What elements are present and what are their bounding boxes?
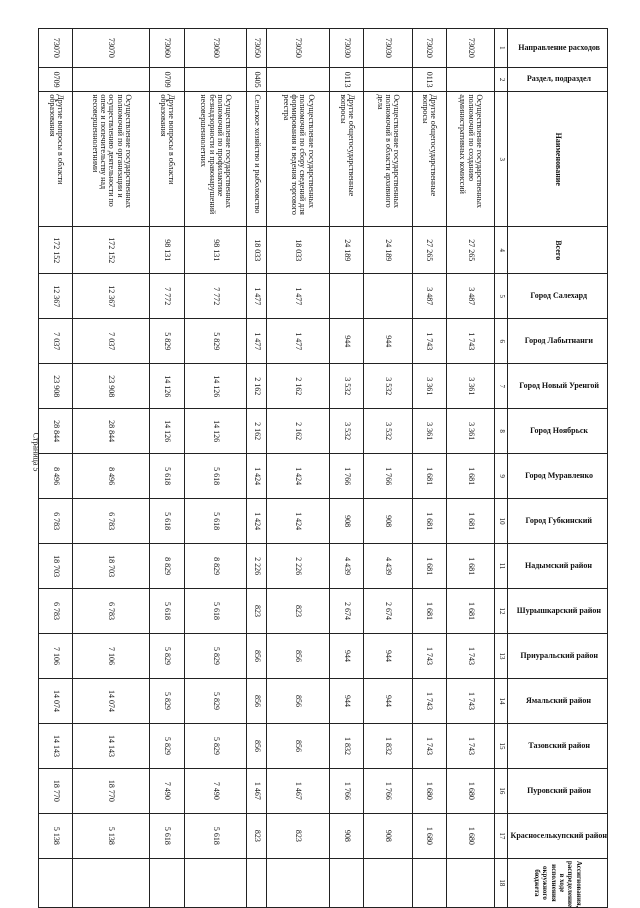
amount-cell: 5 618 xyxy=(184,813,247,858)
amount-cell xyxy=(446,858,495,907)
amount-cell: 27 265 xyxy=(412,227,446,274)
column-number: 12 xyxy=(495,589,508,634)
amount-cell: 27 265 xyxy=(446,227,495,274)
amount-cell: 14 143 xyxy=(73,723,150,768)
expense-code-cell: 73020 xyxy=(446,29,495,68)
amount-cell: 7 106 xyxy=(73,634,150,679)
amount-cell: 3 532 xyxy=(364,364,413,409)
amount-cell: 12 367 xyxy=(73,274,150,319)
amount-cell: 1 681 xyxy=(446,544,495,589)
amount-cell: 6 783 xyxy=(73,589,150,634)
amount-cell: 14 143 xyxy=(39,723,73,768)
section-code-cell xyxy=(267,67,330,92)
amount-cell xyxy=(364,274,413,319)
amount-cell: 5 618 xyxy=(150,499,184,544)
amount-cell xyxy=(330,274,364,319)
amount-cell: 856 xyxy=(247,634,267,679)
amount-cell: 944 xyxy=(330,634,364,679)
amount-cell: 1 743 xyxy=(446,678,495,723)
amount-cell: 1 467 xyxy=(247,768,267,813)
amount-cell: 1 424 xyxy=(267,499,330,544)
amount-cell: 5 829 xyxy=(150,319,184,364)
amount-cell: 1 743 xyxy=(412,319,446,364)
amount-cell: 944 xyxy=(330,319,364,364)
amount-cell: 856 xyxy=(267,723,330,768)
amount-cell: 4 439 xyxy=(330,544,364,589)
table-row xyxy=(184,29,247,908)
column-number-row xyxy=(495,29,508,908)
table-row xyxy=(330,29,364,908)
section-code-cell: 0113 xyxy=(330,67,364,92)
amount-cell: 1 743 xyxy=(446,319,495,364)
amount-cell: 28 844 xyxy=(39,409,73,454)
amount-cell: 1 743 xyxy=(446,723,495,768)
header-cell: Город Салехард xyxy=(508,274,608,319)
amount-cell: 823 xyxy=(247,813,267,858)
header-cell: Ассигнования, распределение в ходе исполнения окружного бюджета xyxy=(508,858,608,907)
amount-cell: 24 189 xyxy=(330,227,364,274)
header-cell: Направление расходов xyxy=(508,29,608,68)
amount-cell: 1 681 xyxy=(412,589,446,634)
amount-cell: 2 162 xyxy=(247,409,267,454)
amount-cell: 6 783 xyxy=(73,499,150,544)
amount-cell: 7 490 xyxy=(184,768,247,813)
header-cell: Надымский район xyxy=(508,544,608,589)
table-row xyxy=(412,29,446,908)
name-cell: Другие общегосударственные вопросы xyxy=(412,92,446,227)
amount-cell: 2 674 xyxy=(330,589,364,634)
amount-cell: 1 832 xyxy=(330,723,364,768)
amount-cell: 1 681 xyxy=(412,544,446,589)
amount-cell: 23 908 xyxy=(73,364,150,409)
column-number: 2 xyxy=(495,67,508,92)
header-cell: Ямальский район xyxy=(508,678,608,723)
name-cell: Другие вопросы в области образования xyxy=(150,92,184,227)
header-cell: Город Губкинский xyxy=(508,499,608,544)
column-number: 16 xyxy=(495,768,508,813)
amount-cell: 18 033 xyxy=(247,227,267,274)
amount-cell: 24 189 xyxy=(364,227,413,274)
amount-cell: 14 126 xyxy=(150,364,184,409)
amount-cell: 1 680 xyxy=(446,813,495,858)
column-number: 6 xyxy=(495,319,508,364)
amount-cell: 14 074 xyxy=(73,678,150,723)
amount-cell: 23 908 xyxy=(39,364,73,409)
column-number: 8 xyxy=(495,409,508,454)
amount-cell: 7 490 xyxy=(150,768,184,813)
table-row xyxy=(247,29,267,908)
amount-cell: 3 532 xyxy=(364,409,413,454)
header-cell: Красноселькупский район xyxy=(508,813,608,858)
column-number: 1 xyxy=(495,29,508,68)
amount-cell: 908 xyxy=(330,499,364,544)
amount-cell: 1 832 xyxy=(364,723,413,768)
amount-cell: 98 131 xyxy=(184,227,247,274)
amount-cell: 5 618 xyxy=(184,589,247,634)
amount-cell xyxy=(184,858,247,907)
amount-cell: 3 361 xyxy=(446,409,495,454)
amount-cell: 3 487 xyxy=(446,274,495,319)
column-number: 9 xyxy=(495,454,508,499)
amount-cell: 5 618 xyxy=(150,589,184,634)
expense-code-cell: 73020 xyxy=(412,29,446,68)
amount-cell: 1 467 xyxy=(267,768,330,813)
amount-cell: 3 532 xyxy=(330,409,364,454)
table-row xyxy=(446,29,495,908)
amount-cell: 7 772 xyxy=(184,274,247,319)
amount-cell: 823 xyxy=(267,813,330,858)
amount-cell: 1 743 xyxy=(446,634,495,679)
column-number: 13 xyxy=(495,634,508,679)
amount-cell: 908 xyxy=(364,813,413,858)
amount-cell: 908 xyxy=(330,813,364,858)
amount-cell: 5 618 xyxy=(184,499,247,544)
amount-cell: 12 367 xyxy=(39,274,73,319)
table-row xyxy=(267,29,330,908)
column-number: 15 xyxy=(495,723,508,768)
header-cell: Пуровский район xyxy=(508,768,608,813)
amount-cell: 3 532 xyxy=(330,364,364,409)
amount-cell xyxy=(412,858,446,907)
amount-cell: 5 618 xyxy=(150,813,184,858)
header-cell: Тазовский район xyxy=(508,723,608,768)
amount-cell: 1 424 xyxy=(247,454,267,499)
amount-cell: 5 829 xyxy=(150,634,184,679)
column-number: 11 xyxy=(495,544,508,589)
amount-cell: 4 439 xyxy=(364,544,413,589)
amount-cell: 8 496 xyxy=(73,454,150,499)
amount-cell: 944 xyxy=(330,678,364,723)
amount-cell: 18 770 xyxy=(39,768,73,813)
column-number: 14 xyxy=(495,678,508,723)
amount-cell: 172 152 xyxy=(39,227,73,274)
amount-cell: 1 680 xyxy=(412,813,446,858)
amount-cell: 823 xyxy=(267,589,330,634)
amount-cell: 856 xyxy=(267,678,330,723)
amount-cell: 2 674 xyxy=(364,589,413,634)
header-cell: Наименование xyxy=(508,92,608,227)
amount-cell xyxy=(330,858,364,907)
amount-cell: 28 844 xyxy=(73,409,150,454)
amount-cell: 1 424 xyxy=(267,454,330,499)
amount-cell: 823 xyxy=(247,589,267,634)
amount-cell: 5 138 xyxy=(73,813,150,858)
amount-cell: 1 477 xyxy=(267,319,330,364)
header-cell: Город Муравленко xyxy=(508,454,608,499)
header-cell: Город Новый Уренгой xyxy=(508,364,608,409)
amount-cell: 856 xyxy=(247,678,267,723)
name-cell: Осуществление государственных полномочий по профилактике безнадзорности и правонарушений несовершеннолетних xyxy=(184,92,247,227)
amount-cell: 856 xyxy=(267,634,330,679)
amount-cell: 172 152 xyxy=(73,227,150,274)
amount-cell: 5 829 xyxy=(184,723,247,768)
header-cell: Всего xyxy=(508,227,608,274)
amount-cell: 5 829 xyxy=(184,319,247,364)
section-code-cell xyxy=(184,67,247,92)
name-cell: Сельское хозяйство и рыболовство xyxy=(247,92,267,227)
expense-code-cell: 73050 xyxy=(267,29,330,68)
amount-cell: 18 770 xyxy=(73,768,150,813)
amount-cell: 944 xyxy=(364,678,413,723)
table-body xyxy=(39,29,495,908)
amount-cell: 98 131 xyxy=(150,227,184,274)
column-number: 5 xyxy=(495,274,508,319)
amount-cell: 2 226 xyxy=(247,544,267,589)
expense-code-cell: 73030 xyxy=(364,29,413,68)
table-row xyxy=(39,29,73,908)
section-code-cell: 0113 xyxy=(412,67,446,92)
table-row xyxy=(150,29,184,908)
column-number: 18 xyxy=(495,858,508,907)
name-cell: Осуществление государственных полномочий по созданию административных комиссий xyxy=(446,92,495,227)
amount-cell: 1 477 xyxy=(267,274,330,319)
amount-cell: 1 681 xyxy=(446,589,495,634)
amount-cell: 7 037 xyxy=(73,319,150,364)
header-cell: Город Лабытнанги xyxy=(508,319,608,364)
amount-cell: 7 037 xyxy=(39,319,73,364)
amount-cell: 6 783 xyxy=(39,589,73,634)
amount-cell: 3 361 xyxy=(446,364,495,409)
expense-code-cell: 73050 xyxy=(247,29,267,68)
amount-cell: 1 743 xyxy=(412,634,446,679)
column-number: 10 xyxy=(495,499,508,544)
amount-cell: 5 618 xyxy=(150,454,184,499)
amount-cell xyxy=(364,858,413,907)
header-row xyxy=(508,29,608,908)
name-cell: Другие общегосударственные вопросы xyxy=(330,92,364,227)
amount-cell: 2 162 xyxy=(267,364,330,409)
amount-cell xyxy=(247,858,267,907)
amount-cell: 7 772 xyxy=(150,274,184,319)
amount-cell: 1 680 xyxy=(412,768,446,813)
amount-cell: 14 126 xyxy=(184,364,247,409)
section-code-cell xyxy=(73,67,150,92)
name-cell: Осуществление государственных полномочий по сбору сведений для формирования и ведения торгового реестра xyxy=(267,92,330,227)
section-code-cell: 0709 xyxy=(39,67,73,92)
header-cell: Город Ноябрьск xyxy=(508,409,608,454)
amount-cell: 1 424 xyxy=(247,499,267,544)
page-number: Страница 5 xyxy=(31,432,41,472)
amount-cell: 908 xyxy=(364,499,413,544)
budget-table xyxy=(38,28,608,908)
amount-cell: 2 162 xyxy=(267,409,330,454)
amount-cell: 856 xyxy=(247,723,267,768)
amount-cell: 1 766 xyxy=(330,454,364,499)
amount-cell: 1 477 xyxy=(247,274,267,319)
header-cell: Приуральский район xyxy=(508,634,608,679)
amount-cell: 1 680 xyxy=(446,768,495,813)
table-row xyxy=(73,29,150,908)
amount-cell xyxy=(267,858,330,907)
amount-cell: 944 xyxy=(364,634,413,679)
amount-cell: 14 126 xyxy=(184,409,247,454)
amount-cell: 1 681 xyxy=(412,499,446,544)
expense-code-cell: 73070 xyxy=(73,29,150,68)
header-cell: Раздел, подраздел xyxy=(508,67,608,92)
expense-code-cell: 73060 xyxy=(150,29,184,68)
column-number: 4 xyxy=(495,227,508,274)
header-cell: Шурышкарский район xyxy=(508,589,608,634)
amount-cell: 3 487 xyxy=(412,274,446,319)
amount-cell: 1 743 xyxy=(412,678,446,723)
column-number: 17 xyxy=(495,813,508,858)
section-code-cell: 0405 xyxy=(247,67,267,92)
amount-cell: 8 496 xyxy=(39,454,73,499)
amount-cell: 14 074 xyxy=(39,678,73,723)
amount-cell: 1 766 xyxy=(364,454,413,499)
expense-code-cell: 73060 xyxy=(184,29,247,68)
amount-cell xyxy=(73,858,150,907)
amount-cell: 1 681 xyxy=(446,454,495,499)
amount-cell: 1 681 xyxy=(446,499,495,544)
expense-code-cell: 73030 xyxy=(330,29,364,68)
amount-cell: 2 162 xyxy=(247,364,267,409)
amount-cell: 1 681 xyxy=(412,454,446,499)
amount-cell: 5 829 xyxy=(150,723,184,768)
table-row xyxy=(364,29,413,908)
expense-code-cell: 73070 xyxy=(39,29,73,68)
amount-cell: 8 829 xyxy=(150,544,184,589)
amount-cell: 18 033 xyxy=(267,227,330,274)
amount-cell: 3 361 xyxy=(412,409,446,454)
amount-cell: 18 703 xyxy=(73,544,150,589)
amount-cell: 5 138 xyxy=(39,813,73,858)
amount-cell: 6 783 xyxy=(39,499,73,544)
amount-cell: 1 766 xyxy=(330,768,364,813)
section-code-cell: 0709 xyxy=(150,67,184,92)
section-code-cell xyxy=(364,67,413,92)
amount-cell xyxy=(39,858,73,907)
amount-cell: 5 829 xyxy=(150,678,184,723)
amount-cell: 5 829 xyxy=(184,634,247,679)
amount-cell: 8 829 xyxy=(184,544,247,589)
amount-cell: 5 829 xyxy=(184,678,247,723)
amount-cell: 3 361 xyxy=(412,364,446,409)
rotated-table-container xyxy=(38,28,608,908)
amount-cell: 7 106 xyxy=(39,634,73,679)
amount-cell: 14 126 xyxy=(150,409,184,454)
section-code-cell xyxy=(446,67,495,92)
amount-cell: 944 xyxy=(364,319,413,364)
amount-cell: 18 703 xyxy=(39,544,73,589)
amount-cell: 1 477 xyxy=(247,319,267,364)
name-cell: Осуществление государственных полномочий по организации и осуществлению деятельности по опеке и попечительству над несовершеннолетними xyxy=(73,92,150,227)
amount-cell: 1 766 xyxy=(364,768,413,813)
amount-cell: 2 226 xyxy=(267,544,330,589)
name-cell: Осуществление государственных полномочий в области архивного дела xyxy=(364,92,413,227)
column-number: 3 xyxy=(495,92,508,227)
amount-cell xyxy=(150,858,184,907)
amount-cell: 5 618 xyxy=(184,454,247,499)
column-number: 7 xyxy=(495,364,508,409)
name-cell: Другие вопросы в области образования xyxy=(39,92,73,227)
amount-cell: 1 743 xyxy=(412,723,446,768)
